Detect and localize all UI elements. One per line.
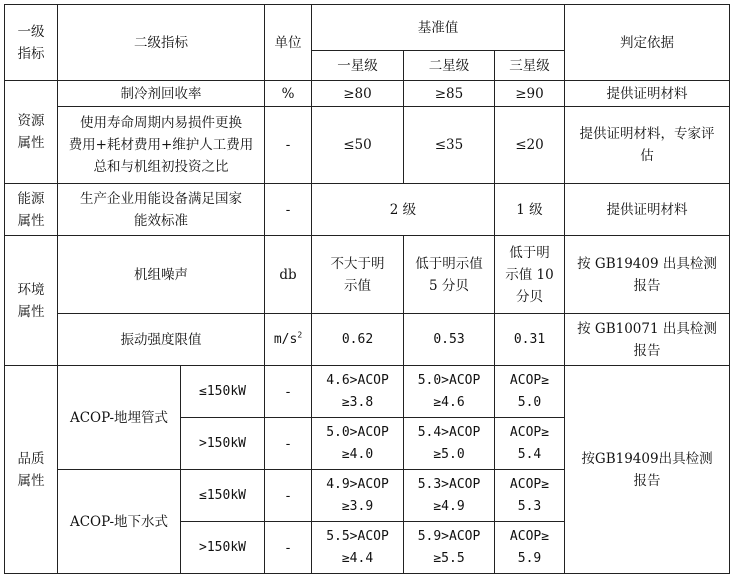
value-star3: ≤20	[495, 107, 565, 184]
unit-cell: -	[265, 522, 312, 574]
table-row	[5, 81, 730, 107]
value-star3: 低于明 示值 10 分贝	[495, 236, 565, 314]
indicator-cell: 振动强度限值	[58, 314, 265, 366]
value-star1: ≤50	[312, 107, 404, 184]
value-star2: ≥85	[404, 81, 495, 107]
group-energy: 能源 属性	[5, 184, 58, 236]
value-star2: 5.0>ACOP ≥4.6	[404, 366, 495, 418]
header-star2: 二星级	[404, 51, 495, 81]
evaluation-table	[4, 4, 730, 574]
header-star1: 一星级	[312, 51, 404, 81]
value-star2: 0.53	[404, 314, 495, 366]
indicator-cell: 生产企业用能设备满足国家 能效标准	[58, 184, 265, 236]
value-star1: 5.5>ACOP ≥4.4	[312, 522, 404, 574]
basis-cell: 按 GB10071 出具检测 报告	[565, 314, 730, 366]
value-star3: 0.31	[495, 314, 565, 366]
power-cell: ≤150kW	[181, 470, 265, 522]
unit-cell: $m/s^2$	[265, 314, 312, 366]
group-environment: 环境 属性	[5, 236, 58, 366]
table-row	[5, 314, 730, 366]
value-star1: 4.6>ACOP ≥3.8	[312, 366, 404, 418]
header-baseline: 基准值	[312, 5, 565, 51]
unit-cell: db	[265, 236, 312, 314]
header-level2: 二级指标	[58, 5, 265, 81]
unit-cell: %	[265, 81, 312, 107]
basis-cell: 按 GB19409 出具检测 报告	[565, 236, 730, 314]
group-resource: 资源 属性	[5, 81, 58, 184]
header-star3: 三星级	[495, 51, 565, 81]
header-row	[5, 5, 730, 51]
group-quality: 品质 属性	[5, 366, 58, 574]
table-row	[5, 366, 730, 418]
unit-cell: -	[265, 418, 312, 470]
value-star1: ≥80	[312, 81, 404, 107]
indicator-cell: 机组噪声	[58, 236, 265, 314]
basis-cell: 按GB19409出具检测 报告	[565, 366, 730, 574]
type-ground-pipe: ACOP-地埋管式	[58, 366, 181, 470]
power-cell: ≤150kW	[181, 366, 265, 418]
value-star1: 5.0>ACOP ≥4.0	[312, 418, 404, 470]
table-row	[5, 107, 730, 184]
value-star2: 5.9>ACOP ≥5.5	[404, 522, 495, 574]
table-row	[5, 236, 730, 314]
basis-cell: 提供证明材料	[565, 81, 730, 107]
table-row	[5, 184, 730, 236]
type-groundwater: ACOP-地下水式	[58, 470, 181, 574]
basis-cell: 提供证明材料	[565, 184, 730, 236]
value-star3: ACOP≥ 5.3	[495, 470, 565, 522]
value-star2: 5.4>ACOP ≥5.0	[404, 418, 495, 470]
value-star2: 5.3>ACOP ≥4.9	[404, 470, 495, 522]
header-unit: 单位	[265, 5, 312, 81]
value-star3: 1 级	[495, 184, 565, 236]
value-star3: ACOP≥ 5.9	[495, 522, 565, 574]
power-cell: >150kW	[181, 418, 265, 470]
header-level1: 一级 指标	[5, 5, 58, 81]
value-star12: 2 级	[312, 184, 495, 236]
value-star1: 4.9>ACOP ≥3.9	[312, 470, 404, 522]
basis-cell: 提供证明材料，专家评 估	[565, 107, 730, 184]
power-cell: >150kW	[181, 522, 265, 574]
value-star3: ACOP≥ 5.0	[495, 366, 565, 418]
value-star3: ACOP≥ 5.4	[495, 418, 565, 470]
value-star1: 0.62	[312, 314, 404, 366]
value-star1: 不大于明 示值	[312, 236, 404, 314]
value-star2: 低于明示值 5 分贝	[404, 236, 495, 314]
value-star3: ≥90	[495, 81, 565, 107]
indicator-cell: 使用寿命周期内易损件更换 费用+耗材费用+维护人工费用 总和与机组初投资之比	[58, 107, 265, 184]
header-basis: 判定依据	[565, 5, 730, 81]
unit-cell: -	[265, 366, 312, 418]
value-star2: ≤35	[404, 107, 495, 184]
unit-cell: -	[265, 184, 312, 236]
unit-cell: -	[265, 107, 312, 184]
unit-cell: -	[265, 470, 312, 522]
indicator-cell: 制冷剂回收率	[58, 81, 265, 107]
